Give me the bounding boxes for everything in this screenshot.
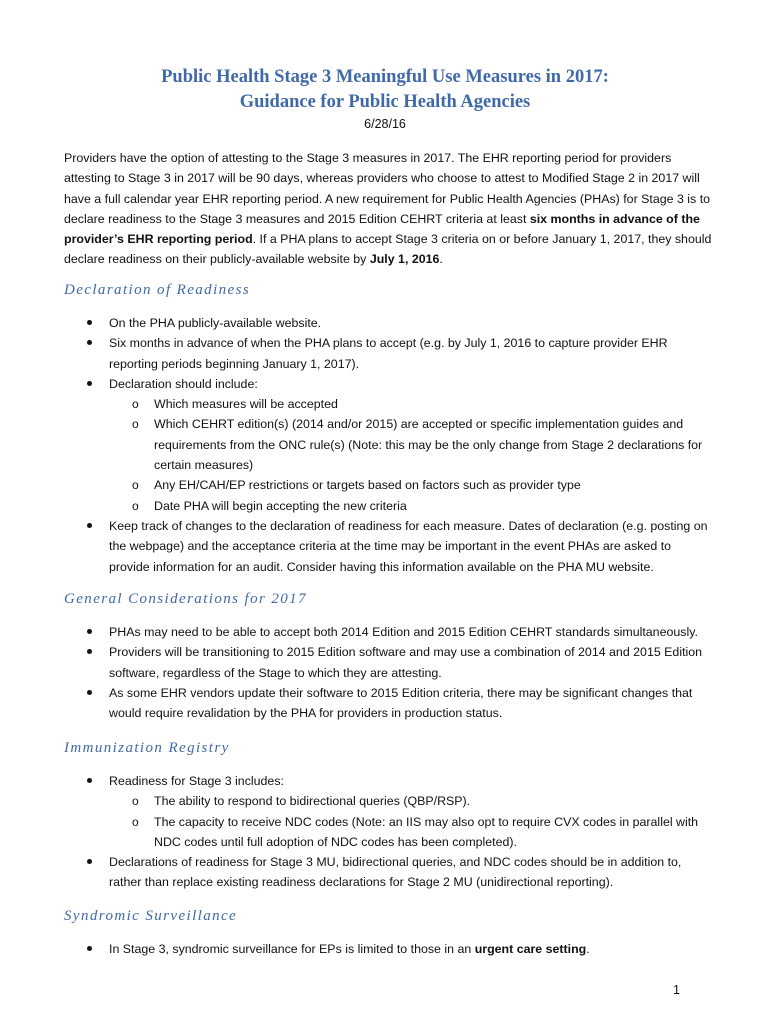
declaration-bullet-4: Keep track of changes to the declaration of readiness for each measure. Dates of declaration (e.g. posting on the webpage) and the acceptance criteria at the time may be important in the event PHAs are asked to provide information for an audit. Consider having this information available on the PHA MU website. bbox=[109, 518, 708, 574]
declaration-bullet-3: Declaration should include: bbox=[109, 376, 258, 391]
list-item bbox=[64, 683, 714, 724]
heading-general-considerations: General Considerations for 2017 bbox=[64, 591, 307, 607]
sub-list-item bbox=[109, 496, 714, 516]
heading-declaration-of-readiness: Declaration of Readiness bbox=[64, 282, 251, 298]
immunization-sub-1: The ability to respond to bidirectional queries (QBP/RSP). bbox=[154, 794, 471, 809]
list-item bbox=[64, 642, 714, 683]
declaration-bullet-2: Six months in advance of when the PHA plans to accept (e.g. by July 1, 2016 to capture provider EHR reporting periods beginning January 1, 2017). bbox=[109, 336, 668, 371]
immunization-bullet-1: Readiness for Stage 3 includes: bbox=[109, 774, 284, 788]
sub-list-item bbox=[109, 414, 714, 475]
list-item bbox=[64, 516, 714, 577]
declaration-sub-1: Which measures will be accepted bbox=[154, 397, 338, 412]
sub-list-item bbox=[109, 394, 714, 414]
intro-bold-1: six months in advance of the provider’s EHR reporting period bbox=[64, 211, 700, 247]
general-bullet-3: As some EHR vendors update their software to 2015 Edition criteria, there may be significant changes that would require revalidation by the PHA for providers in production status. bbox=[109, 685, 693, 721]
intro-bold-2: July 1, 2016 bbox=[369, 252, 440, 267]
page-number: 1 bbox=[673, 983, 680, 997]
immunization-sub-2: The capacity to receive NDC codes (Note: an IIS may also opt to require CVX codes in parallel with NDC codes until full adoption of NDC codes has been completed). bbox=[154, 814, 699, 849]
heading-syndromic-surveillance: Syndromic Surveillance bbox=[64, 908, 238, 924]
general-list bbox=[64, 622, 714, 723]
intro-text-2: . If a PHA plans to accept Stage 3 criteria on or before January 1, 2017, they should declare readiness on their publicly-available website by bbox=[64, 232, 712, 267]
declaration-bullet-1: On the PHA publicly-available website. bbox=[109, 316, 322, 330]
intro-paragraph bbox=[64, 148, 714, 270]
general-bullet-1: PHAs may need to be able to accept both 2014 Edition and 2015 Edition CEHRT standards simultaneously. bbox=[109, 625, 698, 639]
list-item bbox=[64, 374, 714, 516]
syndromic-text-1: In Stage 3, syndromic surveillance for EPs is limited to those in an bbox=[109, 942, 475, 956]
declaration-list bbox=[64, 313, 714, 577]
immunization-bullet-2: Declarations of readiness for Stage 3 MU, bidirectional queries, and NDC codes should be in addition to, rather than replace existing readiness declarations for Stage 2 MU (unidirectional reporting). bbox=[109, 855, 682, 890]
declaration-sub-2: Which CEHRT edition(s) (2014 and/or 2015) are accepted or specific implementation guides and requirements from the ONC rule(s) (Note: this may be the only change from Stage 2 declarations for certain measures) bbox=[154, 417, 703, 473]
list-item bbox=[64, 622, 714, 642]
syndromic-text-2: . bbox=[586, 942, 590, 956]
syndromic-bold: urgent care setting bbox=[474, 942, 587, 956]
declaration-sub-3: Any EH/CAH/EP restrictions or targets based on factors such as provider type bbox=[154, 478, 581, 493]
list-item bbox=[64, 852, 714, 893]
document-title-line-2: Guidance for Public Health Agencies bbox=[239, 92, 531, 112]
sub-list-item bbox=[109, 812, 714, 853]
intro-text-1: Providers have the option of attesting to the Stage 3 measures in 2017. The EHR reporting period for providers attesting to Stage 3 in 2017 will be 90 days, whereas providers who choose to attest to Modified Stage 2 in 2017 will have a full calendar year EHR reporting period. A new requirement for Public Health Agencies (PHAs) for Stage 3 is to declare readiness to the Stage 3 measures and 2015 Edition CEHRT criteria at least bbox=[64, 151, 711, 226]
declaration-sub-4: Date PHA will begin accepting the new criteria bbox=[154, 498, 407, 513]
immunization-list bbox=[64, 771, 714, 893]
immunization-sublist bbox=[109, 791, 714, 852]
document-date: 6/28/16 bbox=[364, 117, 406, 131]
list-item bbox=[64, 333, 714, 374]
general-bullet-2: Providers will be transitioning to 2015 Edition software and may use a combination of 2014 and 2015 Edition software, regardless of the Stage to which they are attesting. bbox=[109, 645, 703, 680]
syndromic-list bbox=[64, 939, 714, 959]
list-item bbox=[64, 771, 714, 852]
sub-list-item bbox=[109, 475, 714, 495]
document-title-line-1: Public Health Stage 3 Meaningful Use Measures in 2017: bbox=[161, 67, 609, 87]
sub-list-item bbox=[109, 791, 714, 811]
intro-text-3: . bbox=[439, 252, 443, 267]
heading-immunization-registry: Immunization Registry bbox=[64, 740, 230, 756]
list-item bbox=[64, 313, 714, 333]
list-item bbox=[64, 939, 714, 959]
declaration-sublist bbox=[109, 394, 714, 516]
